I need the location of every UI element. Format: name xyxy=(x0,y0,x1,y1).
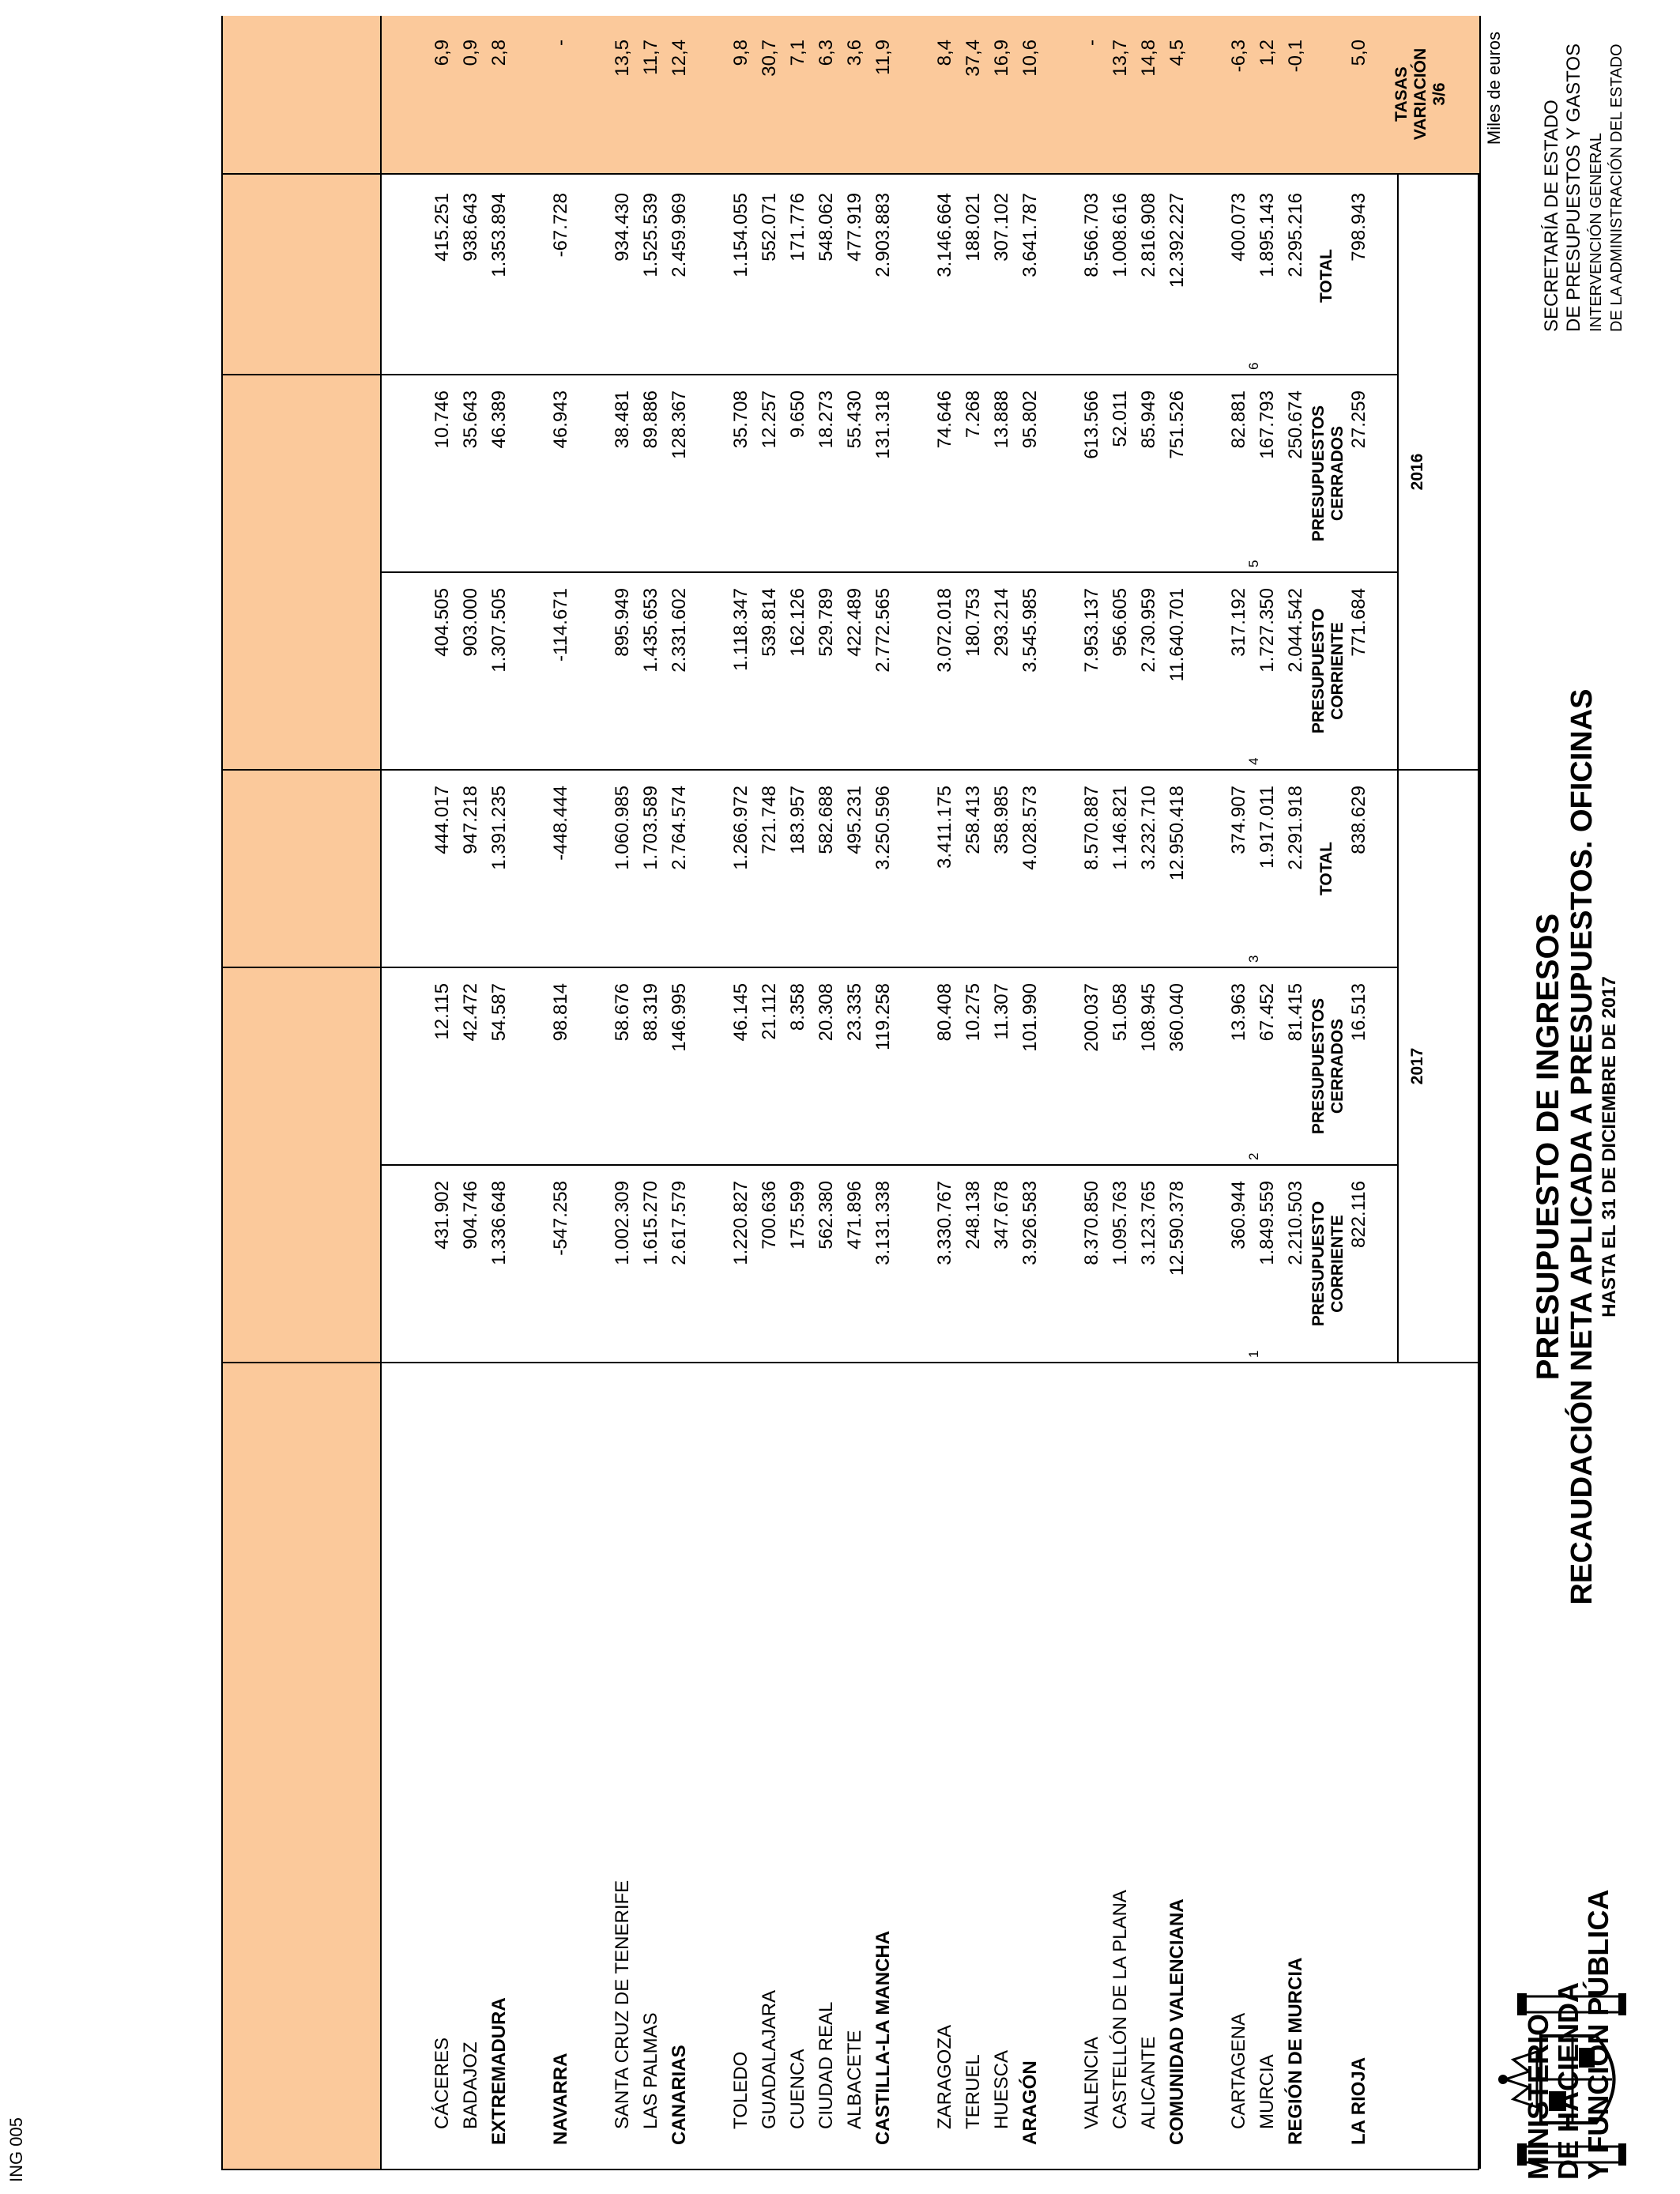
row-value: 2.764.574 xyxy=(669,786,690,870)
row-value: 12.590.378 xyxy=(1166,1181,1188,1276)
row-value: 16,9 xyxy=(991,40,1012,77)
row-value: 9.650 xyxy=(787,390,808,439)
row-value: 1.307.505 xyxy=(488,588,510,673)
row-value: 721.748 xyxy=(759,786,780,854)
units-label: Miles de euros xyxy=(1484,32,1504,145)
row-value: 3.250.596 xyxy=(872,786,894,870)
row-value: 188.021 xyxy=(962,193,984,262)
table-row xyxy=(959,16,988,2169)
row-value: 128.367 xyxy=(669,390,690,459)
row-value: 293.214 xyxy=(991,588,1012,657)
row-value: 98.814 xyxy=(550,983,571,1042)
row-label: ZARAGOZA xyxy=(934,2024,955,2129)
row-value: 248.138 xyxy=(962,1181,984,1250)
col-header-total-2017: TOTAL xyxy=(1317,841,1335,896)
row-value: 4.028.573 xyxy=(1019,786,1041,870)
table-row xyxy=(1253,16,1282,2169)
row-value: 1.849.559 xyxy=(1256,1181,1278,1265)
row-value: 374.907 xyxy=(1228,786,1249,854)
row-value: 562.380 xyxy=(816,1181,837,1250)
row-value: 3,6 xyxy=(844,40,865,66)
row-value: 51.058 xyxy=(1109,983,1131,1042)
row-value: 400.073 xyxy=(1228,193,1249,262)
row-value: 3.411.175 xyxy=(934,786,955,869)
row-value: 1.146.821 xyxy=(1109,786,1131,870)
row-value: 771.684 xyxy=(1348,588,1369,657)
row-value: 46.145 xyxy=(730,983,751,1042)
table-row xyxy=(988,16,1016,2169)
row-value: 58.676 xyxy=(612,983,633,1042)
year-divider xyxy=(1397,174,1399,1363)
row-value: 5,0 xyxy=(1348,40,1369,66)
column-number: 5 xyxy=(1246,560,1261,567)
row-value: 18.273 xyxy=(816,390,837,449)
column-number: 1 xyxy=(1246,1350,1261,1358)
row-value: 52.011 xyxy=(1109,390,1131,447)
table-group-row xyxy=(547,16,575,2169)
row-label: CASTILLA-LA MANCHA xyxy=(872,1930,894,2145)
row-value: 1.266.972 xyxy=(730,786,751,870)
row-value: 1.060.985 xyxy=(612,786,633,870)
table-row xyxy=(755,16,784,2169)
row-value: 2,8 xyxy=(488,40,510,66)
footer-code: ING 005 xyxy=(6,2117,26,2182)
intervencion-line: DE LA ADMINISTRACIÓN DEL ESTADO xyxy=(1608,43,1625,333)
row-value: 162.126 xyxy=(787,588,808,657)
row-value: 1,2 xyxy=(1256,40,1278,66)
column-number: 3 xyxy=(1246,955,1261,963)
row-value: -114.671 xyxy=(550,588,571,662)
row-value: 3.330.767 xyxy=(934,1181,955,1265)
row-value: 1.353.894 xyxy=(488,193,510,277)
row-value: 12.392.227 xyxy=(1166,193,1188,288)
row-value: 431.902 xyxy=(431,1181,453,1250)
tasas-column-band xyxy=(381,16,1479,174)
row-value: 1.220.827 xyxy=(730,1181,751,1265)
row-value: 3.926.583 xyxy=(1019,1181,1041,1265)
row-value: 1.002.309 xyxy=(612,1181,633,1265)
table-group-row xyxy=(1163,16,1192,2169)
table-row xyxy=(1078,16,1106,2169)
row-value: 35.708 xyxy=(730,390,751,449)
row-value: 360.944 xyxy=(1228,1181,1249,1250)
row-value: 934.430 xyxy=(612,193,633,262)
row-value: 183.957 xyxy=(787,786,808,854)
table-row xyxy=(1106,16,1135,2169)
row-value: 8.566.703 xyxy=(1081,193,1102,277)
row-value: 3.123.765 xyxy=(1138,1181,1159,1265)
ministry-line: Y FUNCIÓN PÚBLICA xyxy=(1582,1889,1614,2180)
col-header-cerrados-2016: PRESUPUESTOS CERRADOS xyxy=(1309,405,1347,542)
row-value: 9,8 xyxy=(730,40,751,66)
row-value: 23.335 xyxy=(844,983,865,1042)
row-value: 539.814 xyxy=(759,588,780,657)
row-value: 11.640.701 xyxy=(1166,588,1188,682)
row-value: 360.040 xyxy=(1166,983,1188,1052)
row-label: BADAJOZ xyxy=(460,2041,481,2129)
row-value: 495.231 xyxy=(844,786,865,854)
ministry-name xyxy=(1524,1890,1614,2180)
row-value: 1.435.653 xyxy=(640,588,661,673)
report-date: HASTA EL 31 DE DICIEMBRE DE 2017 xyxy=(1599,976,1620,1318)
row-value: 358.985 xyxy=(991,786,1012,854)
row-value: 8,4 xyxy=(934,40,955,66)
row-label: CARTAGENA xyxy=(1228,2012,1249,2129)
row-value: 11,7 xyxy=(640,40,661,75)
row-value: 471.896 xyxy=(844,1181,865,1250)
row-value: 6,9 xyxy=(431,40,453,66)
row-value: 3.641.787 xyxy=(1019,193,1041,277)
table-row xyxy=(1135,16,1163,2169)
row-value: 101.990 xyxy=(1019,983,1041,1052)
table-row xyxy=(727,16,755,2169)
row-label: HUESCA xyxy=(991,2049,1012,2129)
col-header-cerrados-2017: PRESUPUESTOS CERRADOS xyxy=(1309,997,1347,1135)
row-value: 12.257 xyxy=(759,390,780,449)
row-value: 317.192 xyxy=(1228,588,1249,657)
row-value: 13,7 xyxy=(1109,40,1131,77)
row-label: SANTA CRUZ DE TENERIFE xyxy=(612,1879,633,2129)
row-value: 938.643 xyxy=(460,193,481,262)
row-label: TERUEL xyxy=(962,2054,984,2129)
row-value: 108.945 xyxy=(1138,983,1159,1052)
col-header-corriente-2016: PRESUPUESTO CORRIENTE xyxy=(1309,608,1347,734)
row-value: 307.102 xyxy=(991,193,1012,262)
row-value: 7.953.137 xyxy=(1081,588,1102,673)
row-value: 85.949 xyxy=(1138,390,1159,449)
row-value: 1.525.539 xyxy=(640,193,661,277)
row-label: ALICANTE xyxy=(1138,2036,1159,2129)
table-row xyxy=(608,16,637,2169)
row-value: 10.746 xyxy=(431,390,453,449)
row-value: 2.295.216 xyxy=(1285,193,1306,277)
row-label: VALENCIA xyxy=(1081,2037,1102,2129)
row-value: -448.444 xyxy=(550,786,571,861)
row-value: 8.370.850 xyxy=(1081,1181,1102,1265)
row-value: 903.000 xyxy=(460,588,481,657)
row-label: GUADALAJARA xyxy=(759,1989,780,2129)
row-value: 3.131.338 xyxy=(872,1181,894,1265)
row-value: 16.513 xyxy=(1348,983,1369,1042)
row-value: 54.587 xyxy=(488,983,510,1042)
row-value: 3.146.664 xyxy=(934,193,955,277)
row-value: 1.008.616 xyxy=(1109,193,1131,277)
row-value: 171.776 xyxy=(787,193,808,262)
row-value: 2.617.579 xyxy=(669,1181,690,1265)
row-value: 751.526 xyxy=(1166,390,1188,459)
row-value: 4,5 xyxy=(1166,40,1188,66)
ministry-line: MINISTERIO xyxy=(1522,2013,1554,2180)
row-value: 3.232.710 xyxy=(1138,786,1159,870)
row-value: 548.062 xyxy=(816,193,837,262)
row-value: 46.943 xyxy=(550,390,571,449)
table-row xyxy=(428,16,457,2169)
row-label: CASTELLÓN DE LA PLANA xyxy=(1109,1890,1131,2129)
row-value: 1.727.350 xyxy=(1256,588,1278,673)
row-value: 2.331.602 xyxy=(669,588,690,673)
row-value: 895.949 xyxy=(612,588,633,657)
row-value: 12.115 xyxy=(431,983,453,1040)
row-label: ARAGÓN xyxy=(1019,2060,1041,2145)
row-value: 131.318 xyxy=(872,390,894,459)
row-value: 2.459.969 xyxy=(669,193,690,277)
row-value: 613.566 xyxy=(1081,390,1102,459)
row-label: CUENCA xyxy=(787,2049,808,2129)
row-value: 20.308 xyxy=(816,983,837,1042)
row-value: 2.730.959 xyxy=(1138,588,1159,673)
row-value: 1.336.648 xyxy=(488,1181,510,1265)
report-title: PRESUPUESTO DE INGRESOS xyxy=(1531,913,1565,1381)
row-value: 89.886 xyxy=(640,390,661,449)
row-value: 2.044.542 xyxy=(1285,588,1306,673)
row-value: 13.888 xyxy=(991,390,1012,449)
row-label: EXTREMADURA xyxy=(488,1997,510,2145)
header-divider xyxy=(380,16,382,2169)
row-value: 12.950.418 xyxy=(1166,786,1188,881)
year-2016-header: 2016 xyxy=(1408,453,1426,491)
row-value: 7,1 xyxy=(787,40,808,66)
row-label: CIUDAD REAL xyxy=(816,2001,837,2129)
row-value: - xyxy=(1081,40,1102,46)
row-value: 2.903.883 xyxy=(872,193,894,277)
row-value: 14,8 xyxy=(1138,40,1159,77)
row-value: 80.408 xyxy=(934,983,955,1042)
row-value: 444.017 xyxy=(431,786,453,854)
row-label: LAS PALMAS xyxy=(640,2012,661,2129)
col-header-corriente-2017: PRESUPUESTO CORRIENTE xyxy=(1309,1201,1347,1327)
row-value: 21.112 xyxy=(759,983,780,1040)
secretaria-line: DE PRESUPUESTOS Y GASTOS xyxy=(1563,43,1584,333)
row-value: -547.258 xyxy=(550,1181,571,1256)
row-value: 700.636 xyxy=(759,1181,780,1250)
table-row xyxy=(457,16,485,2169)
row-value: -67.728 xyxy=(550,193,571,258)
row-value: 415.251 xyxy=(431,193,453,262)
row-value: 1.095.763 xyxy=(1109,1181,1131,1265)
row-label: NAVARRA xyxy=(550,2053,571,2145)
table-row xyxy=(1225,16,1253,2169)
row-value: 422.489 xyxy=(844,588,865,657)
row-value: 13.963 xyxy=(1228,983,1249,1042)
row-value: 1.703.589 xyxy=(640,786,661,870)
row-value: 27.259 xyxy=(1348,390,1369,449)
row-value: - xyxy=(550,40,571,46)
row-value: 529.789 xyxy=(816,588,837,657)
row-value: 1.391.235 xyxy=(488,786,510,870)
row-value: 477.919 xyxy=(844,193,865,262)
row-value: 7.268 xyxy=(962,390,984,439)
row-value: 2.772.565 xyxy=(872,588,894,673)
row-value: 956.605 xyxy=(1109,588,1131,657)
table-row xyxy=(931,16,959,2169)
row-value: 404.505 xyxy=(431,588,453,657)
row-value: 1.118.347 xyxy=(730,588,751,671)
row-value: 947.218 xyxy=(460,786,481,854)
row-value: 11,9 xyxy=(872,40,894,75)
row-value: 200.037 xyxy=(1081,983,1102,1052)
row-value: 3.545.985 xyxy=(1019,588,1041,673)
ministry-line: DE HACIENDA xyxy=(1552,1981,1584,2180)
row-value: -6,3 xyxy=(1228,40,1249,73)
row-value: 30,7 xyxy=(759,40,780,77)
row-label: COMUNIDAD VALENCIANA xyxy=(1166,1898,1188,2145)
row-value: 74.646 xyxy=(934,390,955,449)
row-value: 0,9 xyxy=(460,40,481,66)
row-value: 12,4 xyxy=(669,40,690,77)
row-label: TOLEDO xyxy=(730,2051,751,2129)
row-value: 8.358 xyxy=(787,983,808,1031)
row-value: 180.753 xyxy=(962,588,984,657)
column-number: 6 xyxy=(1246,362,1261,370)
row-value: 119.258 xyxy=(872,983,894,1050)
row-value: 2.291.918 xyxy=(1285,786,1306,870)
row-value: 582.688 xyxy=(816,786,837,854)
row-value: 37,4 xyxy=(962,40,984,77)
secretaria-line: SECRETARÍA DE ESTADO xyxy=(1541,100,1562,333)
row-value: 35.643 xyxy=(460,390,481,449)
row-value: 798.943 xyxy=(1348,193,1369,262)
row-value: 838.629 xyxy=(1348,786,1369,854)
row-value: 2.816.908 xyxy=(1138,193,1159,277)
table-group-row xyxy=(665,16,694,2169)
row-value: 95.802 xyxy=(1019,390,1041,449)
row-value: 11.307 xyxy=(991,983,1012,1040)
row-value: 6,3 xyxy=(816,40,837,66)
row-value: 38.481 xyxy=(612,390,633,449)
row-value: 175.599 xyxy=(787,1181,808,1250)
intervencion-line: INTERVENCIÓN GENERAL xyxy=(1588,133,1605,333)
table-group-row xyxy=(869,16,898,2169)
row-value: 3.072.018 xyxy=(934,588,955,673)
table-header-band xyxy=(223,16,381,2169)
row-value: -0,1 xyxy=(1285,40,1306,73)
row-label: CANARIAS xyxy=(669,2045,690,2145)
row-value: 82.881 xyxy=(1228,390,1249,449)
row-value: 347.678 xyxy=(991,1181,1012,1250)
report-subtitle: RECAUDACIÓN NETA APLICADA A PRESUPUESTOS. OFICINAS xyxy=(1565,688,1599,1605)
table-group-row xyxy=(1016,16,1045,2169)
secretaria-block xyxy=(1541,43,1626,332)
row-value: 250.674 xyxy=(1285,390,1306,459)
table-row xyxy=(637,16,665,2169)
report-title-block xyxy=(1531,574,1621,1720)
row-value: 8.570.887 xyxy=(1081,786,1102,870)
row-value: 1.154.055 xyxy=(730,193,751,277)
row-value: 822.116 xyxy=(1348,1181,1369,1248)
column-number: 2 xyxy=(1246,1152,1261,1160)
row-label: CÁCERES xyxy=(431,2037,453,2129)
table-group-row xyxy=(1345,16,1373,2169)
table-top-line xyxy=(1479,16,1481,2169)
table-row xyxy=(812,16,841,2169)
row-value: 2.210.503 xyxy=(1285,1181,1306,1265)
year-2017-header: 2017 xyxy=(1408,1047,1426,1085)
row-value: 10,6 xyxy=(1019,40,1041,77)
table-row xyxy=(841,16,869,2169)
table-row xyxy=(784,16,812,2169)
row-label: MURCIA xyxy=(1256,2054,1278,2129)
col-header-total-2016: TOTAL xyxy=(1317,248,1335,303)
row-value: 167.793 xyxy=(1256,390,1278,459)
row-value: 13,5 xyxy=(612,40,633,77)
row-value: 81.415 xyxy=(1285,983,1306,1042)
revenue-table xyxy=(221,16,1479,2170)
row-label: LA RIOJA xyxy=(1348,2056,1369,2145)
row-value: 88.319 xyxy=(640,983,661,1042)
row-value: 46.389 xyxy=(488,390,510,449)
table-group-row xyxy=(485,16,514,2169)
row-value: 552.071 xyxy=(759,193,780,262)
row-value: 10.275 xyxy=(962,983,984,1042)
row-value: 67.452 xyxy=(1256,983,1278,1042)
row-value: 1.917.011 xyxy=(1256,786,1278,869)
row-label: REGIÓN DE MURCIA xyxy=(1285,1957,1306,2145)
row-value: 42.472 xyxy=(460,983,481,1042)
row-value: 258.413 xyxy=(962,786,984,854)
column-number: 4 xyxy=(1246,757,1261,765)
row-label: ALBACETE xyxy=(844,2030,865,2129)
table-group-row xyxy=(1282,16,1310,2169)
row-value: 1.615.270 xyxy=(640,1181,661,1265)
row-value: 1.895.143 xyxy=(1256,193,1278,277)
row-value: 904.746 xyxy=(460,1181,481,1250)
row-value: 146.995 xyxy=(669,983,690,1052)
col-header-tasas: TASAS VARIACIÓN 3/6 xyxy=(1392,47,1448,141)
row-value: 55.430 xyxy=(844,390,865,449)
